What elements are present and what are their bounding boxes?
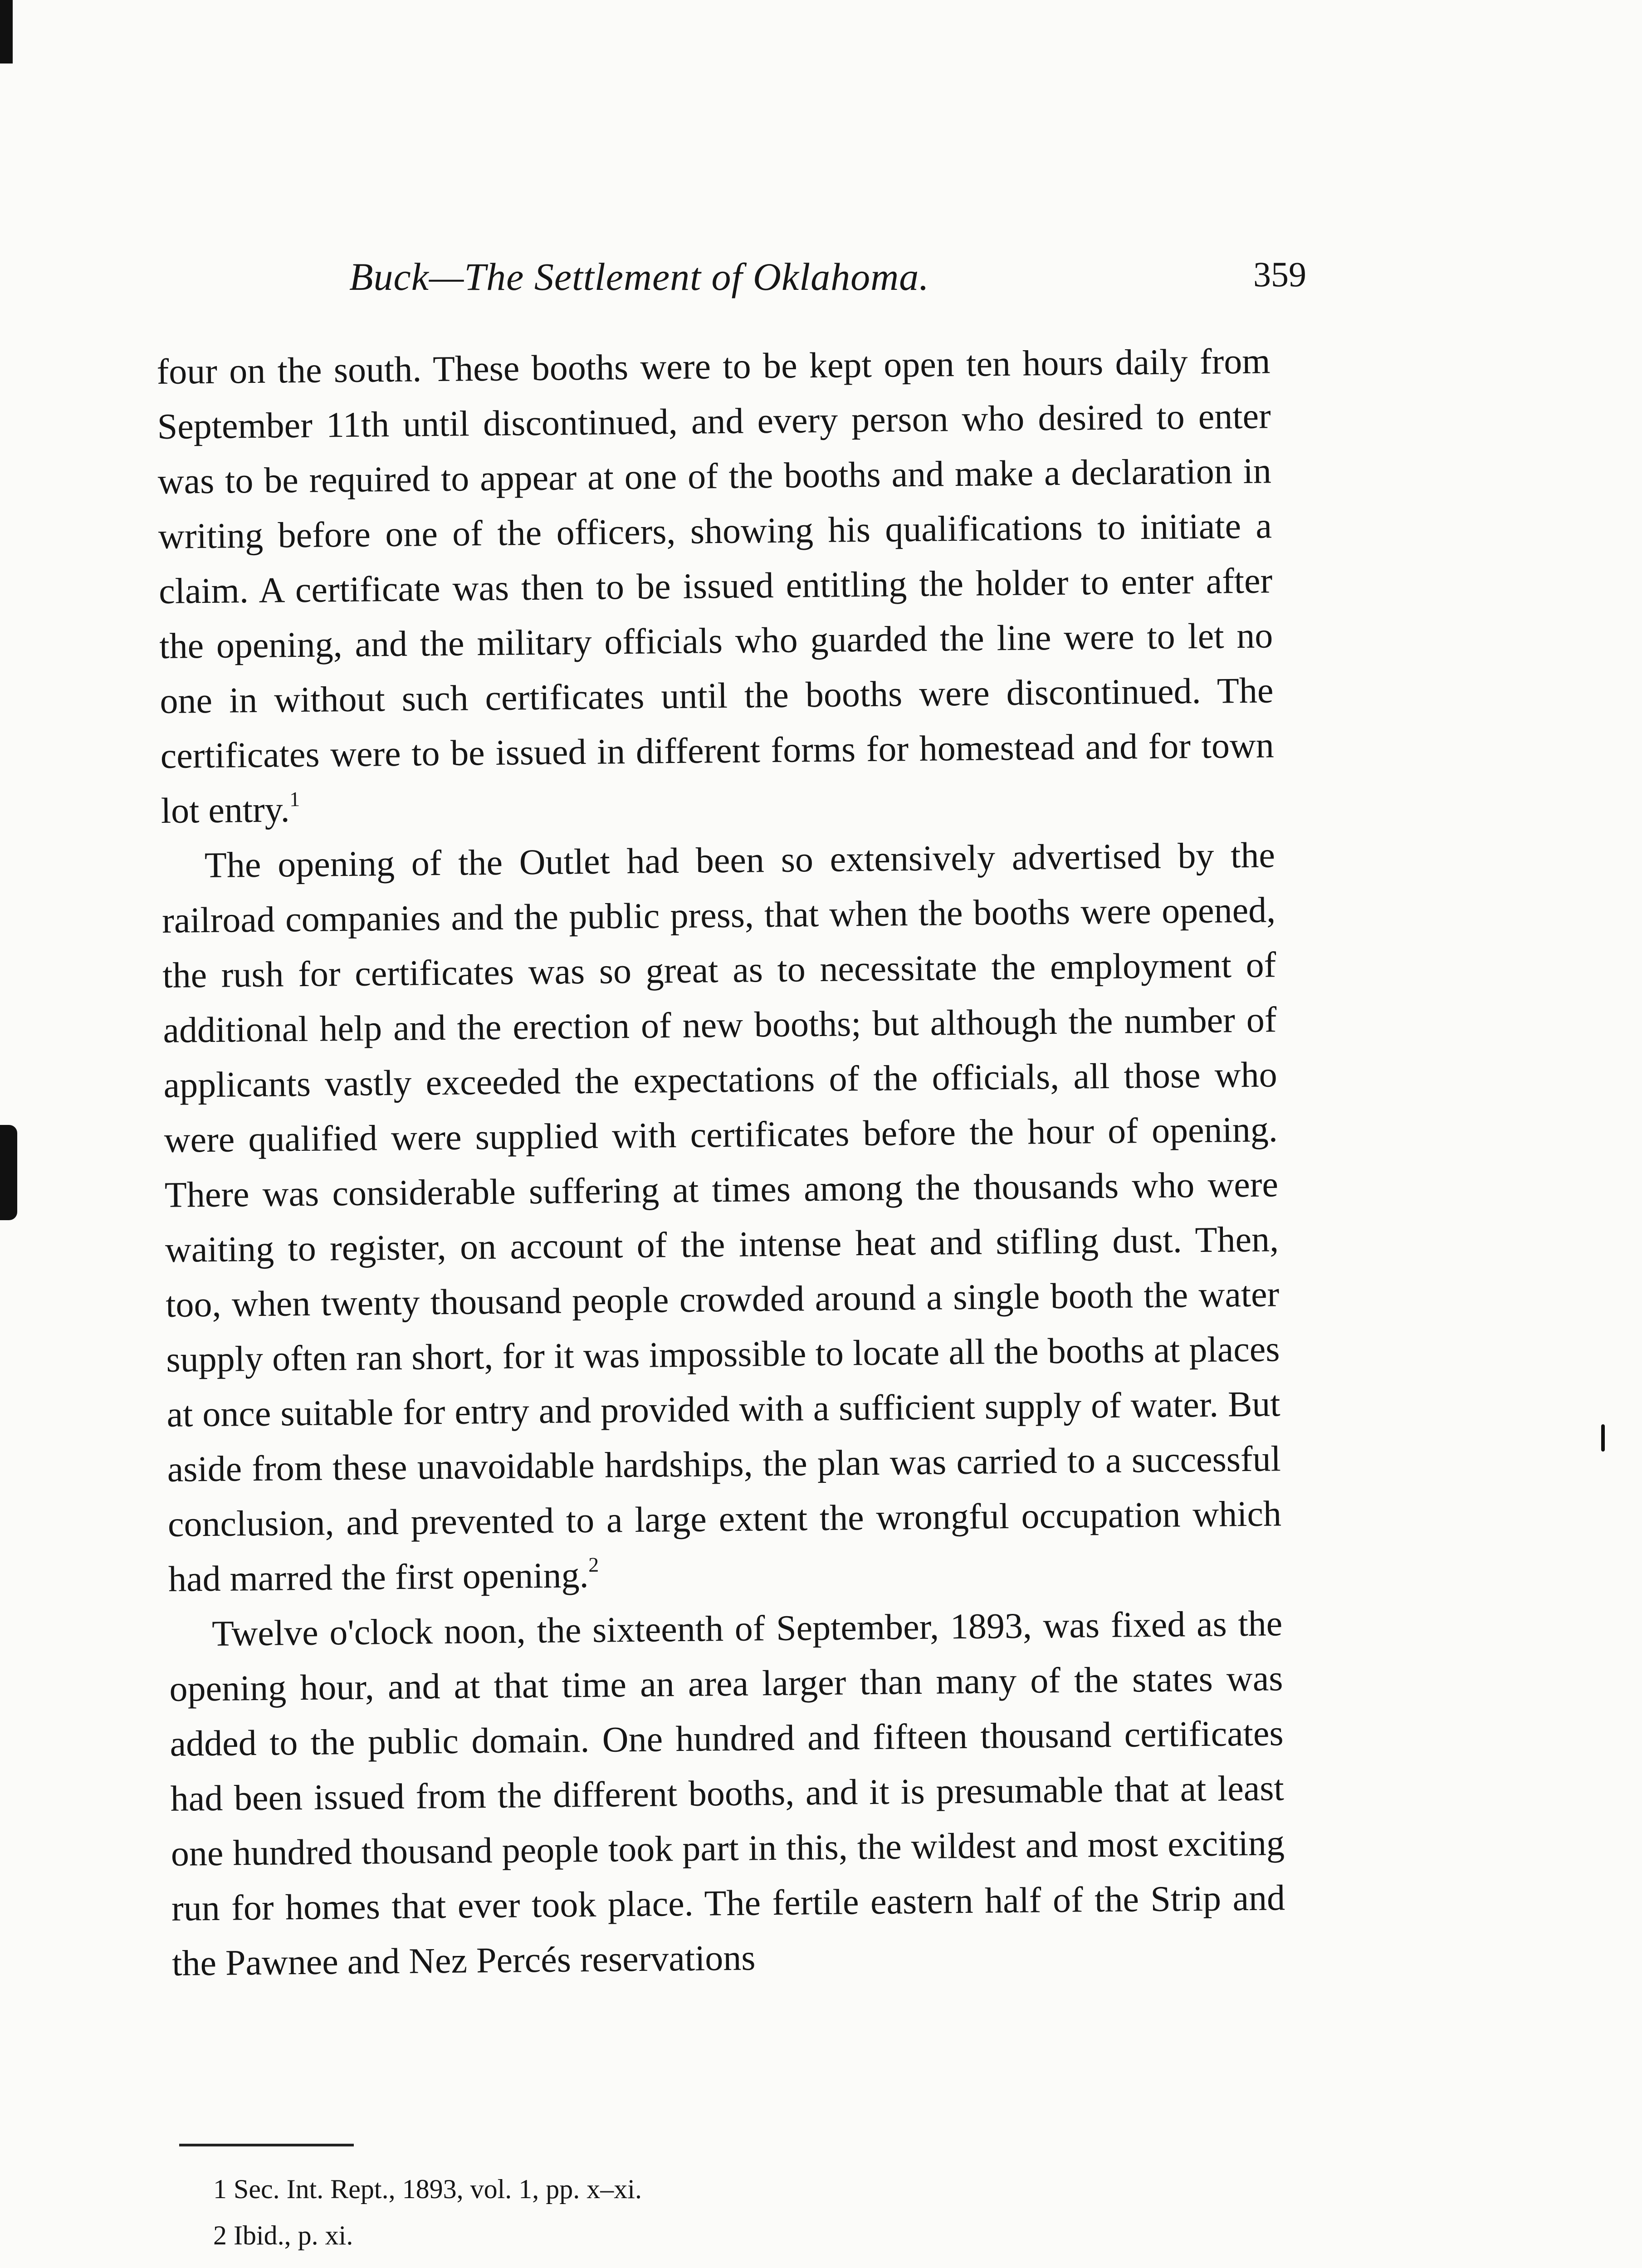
paragraph-2 xyxy=(161,828,1282,1607)
footnote-1-number: 1 xyxy=(213,2174,227,2204)
paragraph-3: Twelve o'clock noon, the sixteenth of September, 1893, was fixed as the opening hour, and at that time an area larger than many of the states was added to the public domain. One hundred and fifteen thousand certificates had been issued from the different booths, and it is presumable that at least one hundred thousand people took part in this, the wildest and most exciting run for homes that ever took place. The fertile eastern half of the Strip and the Pawnee and Nez Percés reservations xyxy=(169,1603,1285,1984)
footnote-ref-1: 1 xyxy=(289,787,300,811)
footnote-1 xyxy=(213,2166,1120,2212)
paragraph-2-text: The opening of the Outlet had been so extensively advertised by the railroad companies and the public press, that when the booths were opened, the rush for certificates was so great as to necessitate the employment of additional help and the erection of new booths; but although the number of applicants vastly exceeded the expectations of the officials, all those who were qualified were supplied with certificates before the hour of opening. There was considerable suffering at times among the thousands who were waiting to register, on account of the intense heat and stifling dust. Then, too, when twenty thousand people crowded around a single booth the water supply often ran short, for it was impossible to locate all the booths at places at once suitable for entry and provided with a sufficient supply of water. But aside from these unavoidable hardships, the plan was carried to a successful conclusion, and prevented to a large extent the wrongful occupation which had marred the first opening. xyxy=(161,835,1282,1599)
scan-edge-mark-left xyxy=(0,1125,17,1220)
body-text xyxy=(156,334,1286,1991)
footnote-1-text: Sec. Int. Rept., 1893, vol. 1, pp. x–xi. xyxy=(234,2174,642,2204)
scan-edge-mark-right xyxy=(1601,1424,1605,1452)
footnote-2-text: Ibid., p. xi. xyxy=(234,2220,353,2250)
footnote-ref-2: 2 xyxy=(588,1553,599,1577)
footnote-2 xyxy=(213,2212,1120,2258)
footnote-rule xyxy=(179,2144,354,2146)
footnotes xyxy=(213,2166,1120,2258)
footnote-2-number: 2 xyxy=(213,2220,227,2250)
paragraph-1 xyxy=(156,334,1275,839)
running-head: Buck—The Settlement of Oklahoma. xyxy=(349,255,929,298)
page-number: 359 xyxy=(1253,254,1306,294)
paragraph-1-text: four on the south. These booths were to be kept open ten hours daily from September 11th until discontinued, and every person who desired to enter was to be required to appear at one of the booths and make a declaration in writing before one of the officers, showing his qualifications to initiate a claim. A certificate was then to be issued entitling the holder to enter after the opening, and the military officials who guarded the line were to let no one in without such certificates until the booths were discontinued. The certificates were to be issued in different forms for homestead and for town lot entry. xyxy=(156,341,1275,831)
scan-edge-mark-top xyxy=(0,0,13,64)
